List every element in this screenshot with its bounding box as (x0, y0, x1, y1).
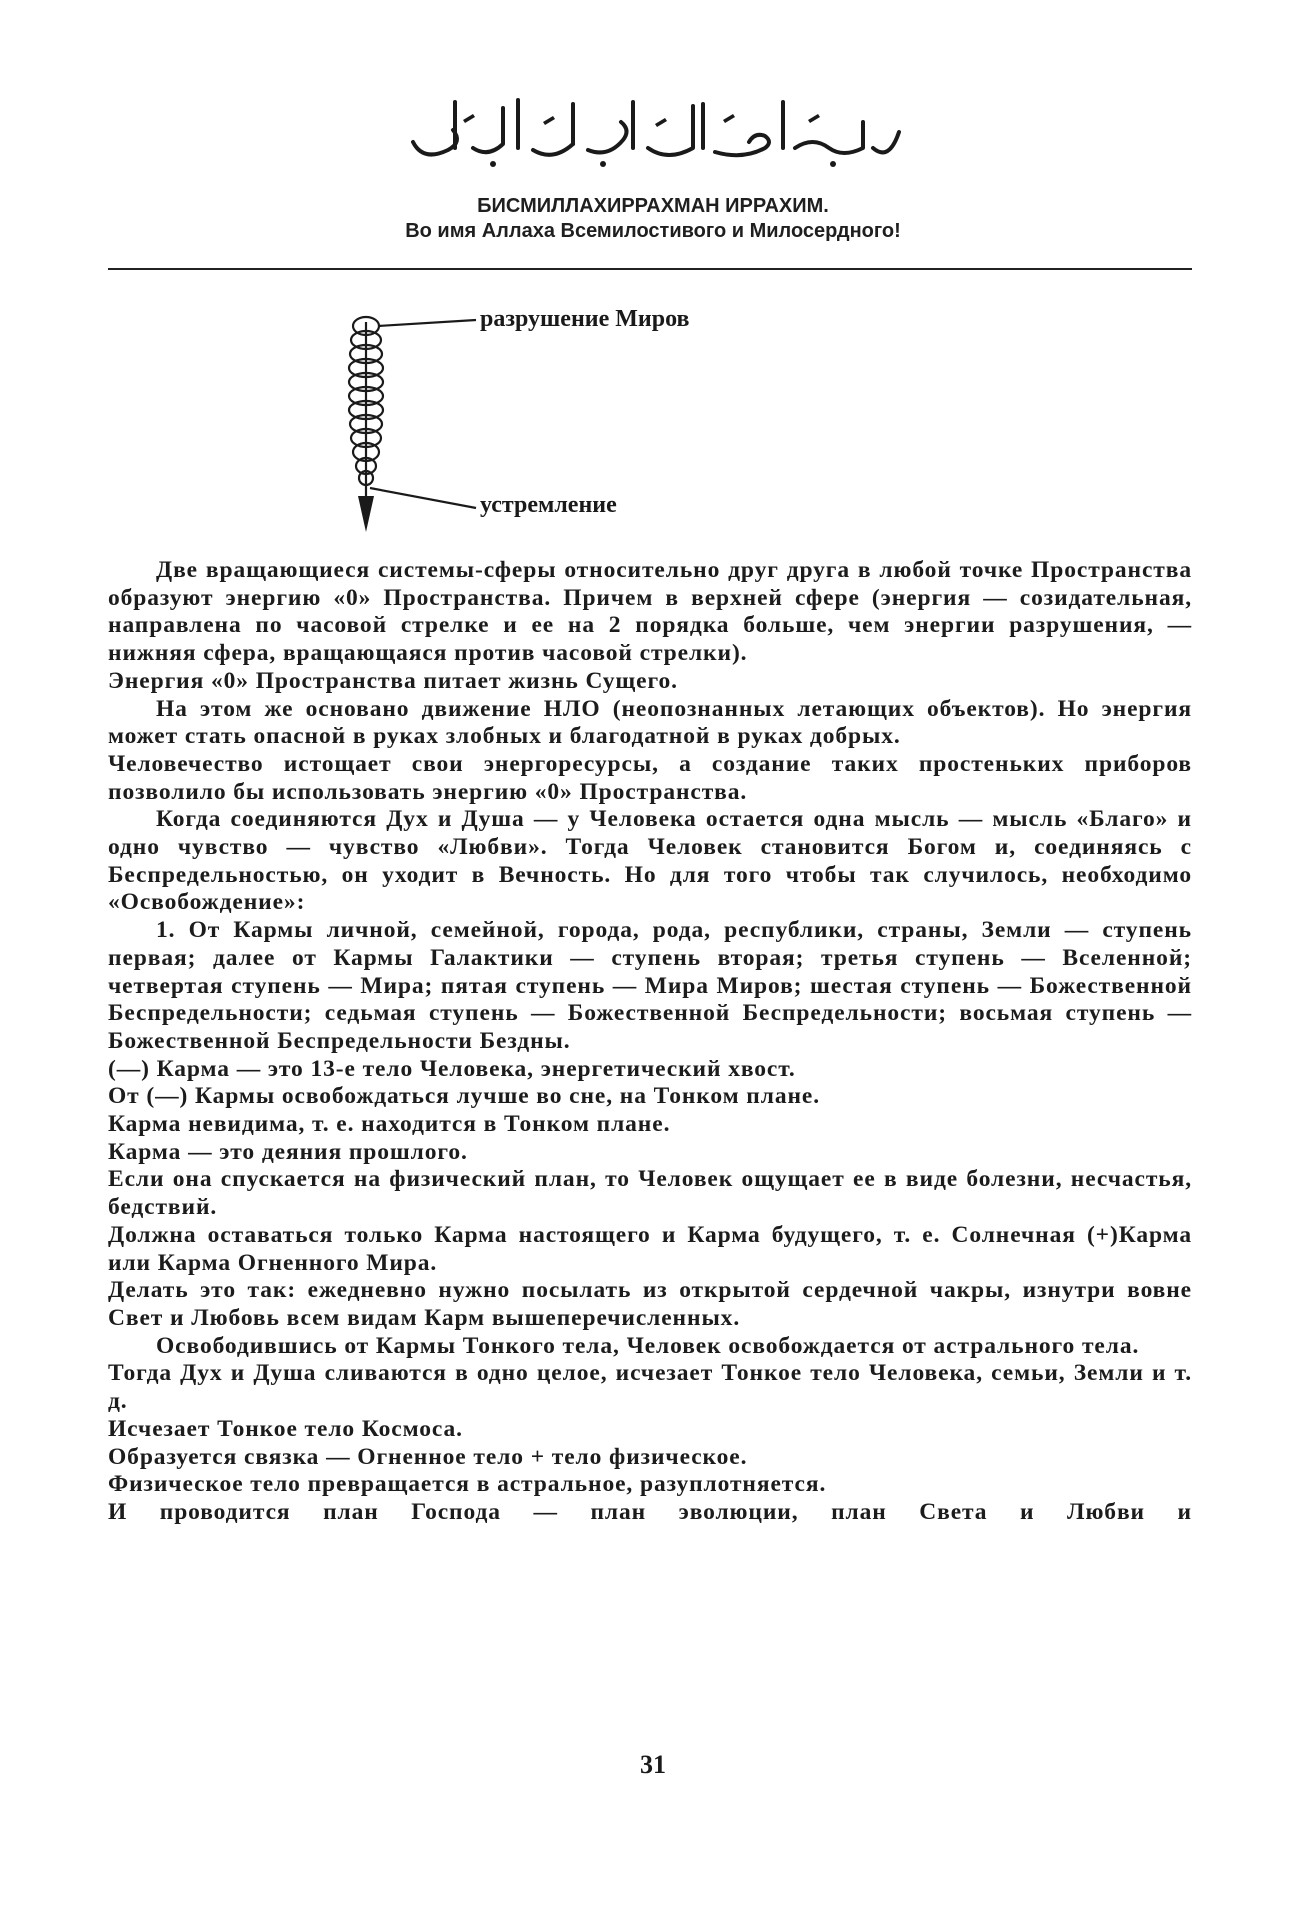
diagram-label-bottom: устремление (480, 492, 617, 518)
paragraph: Когда соединяются Дух и Душа — у Человека остается одна мысль — мысль «Благо» и одно чувство — чувство «Любви». Тогда Человек становится Богом и, соединяясь с Беспредельностью, он уходит в Вечность. Но для того чтобы так случилось, необходимо «Освобождение»: (108, 806, 1192, 916)
paragraph: Человечество истощает свои энергоресурсы, а создание таких простеньких приборов позволило бы использовать энергию «0» Пространства. (108, 750, 1192, 805)
header-divider (108, 268, 1192, 270)
arrow-down-icon (358, 496, 374, 532)
paragraph: И проводится план Господа — план эволюции, план Света и Любви и (108, 1498, 1192, 1525)
paragraph: 1. От Кармы личной, семейной, города, рода, республики, страны, Земли — ступень первая; далее от Кармы Галактики — ступень вторая; третья ступень — Вселенной; четвертая ступень — Мира; пятая ступень — Мира Миров; шестая ступень — Божественной Беспредельности; седьмая ступень — Божественной Беспредельности; восьмая ступень — Божественной Беспредельности Бездны. (108, 917, 1192, 1054)
paragraph: От (—) Кармы освобождаться лучше во сне, на Тонком плане. (108, 1083, 821, 1110)
paragraph: Карма — это деяния прошлого. (108, 1138, 468, 1165)
paragraph: Образуется связка — Огненное тело + тело физическое. (108, 1443, 748, 1470)
paragraph: Физическое тело превращается в астральное, разуплотняется. (108, 1471, 827, 1498)
paragraph: Должна оставаться только Карма настоящего и Карма будущего, т. е. Солнечная (+)Карма или Карма Огненного Мира. (108, 1221, 1192, 1276)
header-text (0, 194, 1306, 244)
basmala-calligraphy (0, 92, 1306, 170)
paragraph: Если она спускается на физический план, то Человек ощущает ее в виде болезни, несчастья, бедствий. (108, 1166, 1192, 1221)
paragraph: (—) Карма — это 13-е тело Человека, энергетический хвост. (108, 1055, 796, 1082)
page-number: 31 (640, 1750, 666, 1779)
leader-line-bottom (370, 488, 476, 508)
paragraph: На этом же основано движение НЛО (неопознанных летающих объектов). Но энергия может стать опасной в руках злобных и благодатной в руках добрых. (108, 695, 1192, 750)
paragraph: Освободившись от Кармы Тонкого тела, Человек освобождается от астрального тела. (156, 1332, 1140, 1359)
paragraph: Делать это так: ежедневно нужно посылать из открытой сердечной чакры, изнутри вовне Свет и Любовь всем видам Карм вышеперечисленных. (108, 1277, 1192, 1331)
paragraph: Энергия «0» Пространства питает жизнь Сущего. (108, 667, 678, 694)
basmala-translation: Во имя Аллаха Всемилостивого и Милосердного! (405, 220, 901, 242)
paragraph: Тогда Дух и Душа сливаются в одно целое, исчезает Тонкое тело Человека, семьи, Земли и т. д. (108, 1360, 1192, 1415)
paragraph: Две вращающиеся системы-сферы относительно друг друга в любой точке Пространства образуют энергию «0» Пространства. Причем в верхней сфере (энергия — созидательная, направлена по часовой стрелке и ее на 2 порядка больше, чем энергии разрушения, — нижняя сфера, вращающаяся против часовой стрелки). (108, 557, 1192, 667)
basmala-transliteration: БИСМИЛЛАХИРРАХМАН ИРРАХИМ. (477, 195, 829, 217)
main-text (108, 557, 1192, 1527)
basmala-calligraphy-image (393, 92, 913, 170)
diagram-label-top: разрушение Миров (480, 306, 690, 332)
paragraph: Карма невидима, т. е. находится в Тонком плане. (108, 1111, 671, 1138)
leader-line-top (378, 320, 476, 326)
paragraph: Исчезает Тонкое тело Космоса. (108, 1415, 463, 1442)
spiral-diagram (330, 300, 730, 540)
